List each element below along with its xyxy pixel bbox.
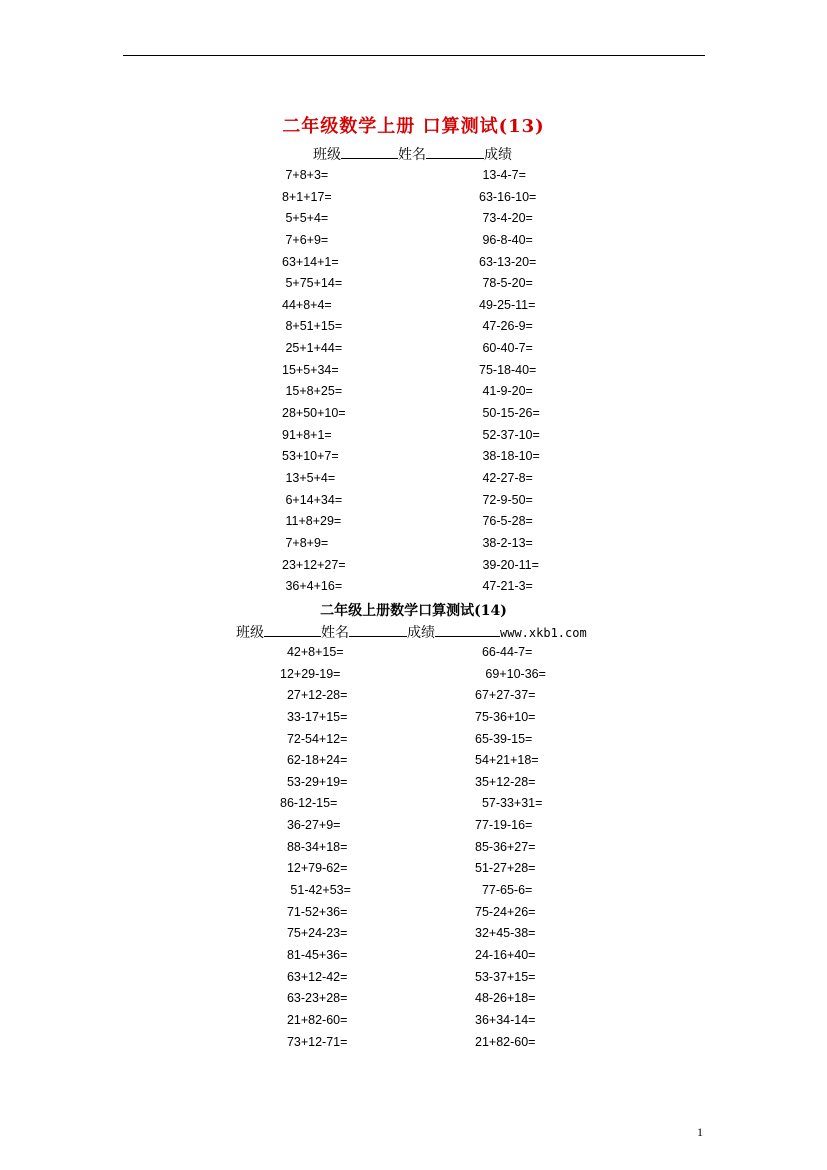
list-item: 78-5-20=	[479, 276, 533, 291]
list-item: 63-13-20=	[479, 254, 537, 269]
list-item: 38-2-13=	[479, 535, 533, 550]
list-item: 5+75+14=	[282, 276, 343, 291]
list-item: 75-36+10=	[475, 709, 536, 724]
page-number: 1	[697, 1125, 703, 1139]
list-item: 66-44-7=	[475, 645, 533, 659]
name-blank	[426, 146, 484, 159]
list-item: 75+24-23=	[280, 926, 348, 941]
list-item: 52-37-10=	[479, 427, 540, 442]
list-item: 13-4-7=	[479, 168, 526, 182]
list-item: 8+1+17=	[282, 189, 332, 204]
list-item: 63-23+28=	[280, 991, 348, 1006]
list-item: 7+8+9=	[282, 535, 329, 550]
list-item: 73-4-20=	[479, 211, 533, 226]
list-item: 33-17+15=	[280, 709, 348, 724]
section2-info-line	[236, 622, 587, 642]
list-item: 69+10-36=	[475, 666, 546, 681]
list-item: 50-15-26=	[479, 406, 540, 421]
list-item: 77-65-6=	[475, 883, 533, 898]
list-item: 5+5+4=	[282, 211, 329, 226]
list-item: 54+21+18=	[475, 753, 539, 768]
list-item: 39-20-11=	[479, 557, 539, 572]
list-item: 8+51+15=	[282, 319, 343, 334]
list-item: 47-21-3=	[479, 579, 533, 594]
list-item: 32+45-38=	[475, 926, 536, 941]
list-item: 76-5-28=	[479, 514, 533, 529]
list-item: 77-19-16=	[475, 818, 533, 833]
list-item: 53-29+19=	[280, 774, 348, 789]
list-item: 42-27-8=	[479, 470, 533, 485]
list-item: 53+10+7=	[282, 449, 339, 464]
list-item: 51-42+53=	[280, 883, 351, 898]
list-item: 7+8+3=	[282, 168, 329, 182]
section2-right-column	[475, 642, 546, 1053]
score-blank	[435, 624, 500, 637]
list-item: 63+12-42=	[280, 969, 348, 984]
list-item: 72-54+12=	[280, 731, 348, 746]
list-item: 85-36+27=	[475, 839, 536, 854]
list-item: 38-18-10=	[479, 449, 540, 464]
list-item: 71-52+36=	[280, 904, 348, 919]
list-item: 28+50+10=	[282, 406, 346, 421]
section2-left-column	[280, 642, 351, 1053]
list-item: 7+6+9=	[282, 232, 329, 247]
list-item: 36+34-14=	[475, 1012, 536, 1027]
class-blank	[341, 146, 398, 159]
list-item: 41-9-20=	[479, 384, 533, 399]
section1-left-column	[282, 165, 346, 598]
list-item: 57-33+31=	[475, 796, 543, 811]
list-item: 63-16-10=	[479, 189, 537, 204]
list-item: 75-24+26=	[475, 904, 536, 919]
list-item: 49-25-11=	[479, 297, 536, 312]
section2-title: 二年级上册数学口算测试(14)	[320, 603, 507, 619]
list-item: 35+12-28=	[475, 774, 536, 789]
list-item: 73+12-71=	[280, 1034, 348, 1049]
list-item: 36+4+16=	[282, 579, 343, 594]
list-item: 21+82-60=	[475, 1034, 536, 1049]
list-item: 53-37+15=	[475, 969, 536, 984]
list-item: 91+8+1=	[282, 427, 332, 442]
list-item: 21+82-60=	[280, 1012, 348, 1027]
list-item: 86-12-15=	[280, 796, 338, 811]
list-item: 25+1+44=	[282, 341, 343, 356]
list-item: 75-18-40=	[479, 362, 537, 377]
list-item: 6+14+34=	[282, 492, 343, 507]
list-item: 15+8+25=	[282, 384, 343, 399]
list-item: 96-8-40=	[479, 232, 533, 247]
list-item: 48-26+18=	[475, 991, 536, 1006]
website-text: www.xkb1.com	[500, 626, 587, 640]
list-item: 65-39-15=	[475, 731, 533, 746]
list-item: 63+14+1=	[282, 254, 339, 269]
list-item: 47-26-9=	[479, 319, 533, 334]
list-item: 42+8+15=	[280, 645, 344, 659]
list-item: 24-16+40=	[475, 947, 536, 962]
list-item: 51-27+28=	[475, 861, 536, 876]
name-blank	[349, 624, 407, 637]
list-item: 44+8+4=	[282, 297, 332, 312]
list-item: 12+29-19=	[280, 666, 341, 681]
list-item: 62-18+24=	[280, 753, 348, 768]
score-label: 成绩	[484, 147, 512, 163]
section1-title: 二年级数学上册 口算测试(13)	[282, 116, 545, 137]
list-item: 36-27+9=	[280, 818, 341, 833]
list-item: 88-34+18=	[280, 839, 348, 854]
class-blank	[264, 624, 321, 637]
section1-info-line	[313, 144, 512, 164]
list-item: 72-9-50=	[479, 492, 533, 507]
section1-right-column	[479, 165, 540, 598]
name-label: 姓名	[321, 625, 349, 641]
list-item: 12+79-62=	[280, 861, 348, 876]
list-item: 27+12-28=	[280, 688, 348, 703]
list-item: 81-45+36=	[280, 947, 348, 962]
list-item: 15+5+34=	[282, 362, 339, 377]
name-label: 姓名	[398, 147, 426, 163]
list-item: 67+27-37=	[475, 688, 536, 703]
list-item: 11+8+29=	[282, 514, 342, 529]
list-item: 13+5+4=	[282, 470, 336, 485]
score-label: 成绩	[407, 625, 435, 641]
class-label: 班级	[236, 625, 264, 641]
class-label: 班级	[313, 147, 341, 163]
list-item: 60-40-7=	[479, 341, 533, 356]
header-rule	[123, 55, 705, 56]
list-item: 23+12+27=	[282, 557, 346, 572]
